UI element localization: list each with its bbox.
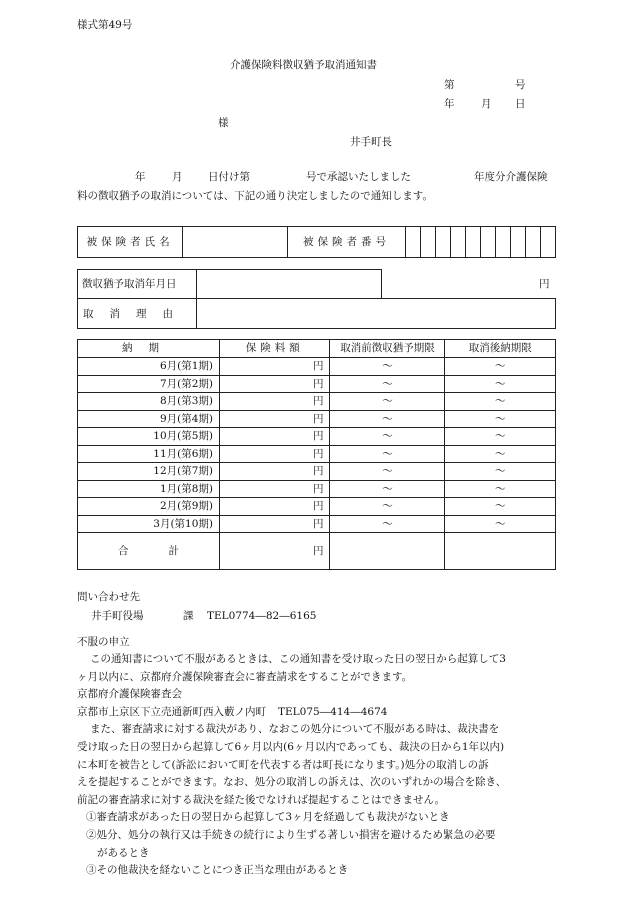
exception-item: ③その他裁決を経ないことにつき正当な理由があるとき	[86, 864, 349, 877]
after-cell: ～	[445, 428, 556, 446]
table-row	[78, 428, 556, 446]
period-cell: 3月(第10期)	[78, 515, 220, 533]
contact-tel: TEL0774―82―6165	[207, 610, 317, 622]
body-fiscal-year: 年度分介護保険	[474, 171, 548, 183]
total-row	[78, 533, 556, 570]
after-cell: ～	[445, 375, 556, 393]
period-cell: 10月(第5期)	[78, 428, 220, 446]
table-row	[78, 498, 556, 516]
appeal-heading: 不服の申立	[77, 636, 130, 648]
total-before	[330, 533, 445, 570]
contact-section: 課	[183, 610, 194, 622]
table-row	[78, 358, 556, 376]
table-row	[78, 480, 556, 498]
appeal-org: 京都府介護保険審査会	[77, 688, 182, 701]
period-cell: 11月(第6期)	[78, 445, 220, 463]
lawsuit-line: 前記の審査請求に対する裁決を経た後でなければ提起することはできません。	[77, 793, 446, 806]
period-cell: 2月(第9期)	[78, 498, 220, 516]
insured-number-digit	[495, 227, 510, 258]
period-table	[77, 339, 556, 570]
insured-number-digit	[450, 227, 465, 258]
before-cell: ～	[330, 463, 445, 481]
appeal-org-tel: TEL075―414―4674	[278, 705, 388, 718]
after-cell: ～	[445, 498, 556, 516]
body-date-number: 日付け第	[208, 171, 250, 183]
header-period: 納期	[78, 340, 220, 358]
insured-table	[77, 226, 556, 258]
after-cell: ～	[445, 515, 556, 533]
insured-number-digit	[510, 227, 525, 258]
before-cell: ～	[330, 428, 445, 446]
date-year: 年	[444, 98, 455, 110]
table-row	[78, 445, 556, 463]
before-cell: ～	[330, 445, 445, 463]
issuer-name: 井手町長	[350, 136, 392, 148]
premium-cell: 円	[220, 428, 330, 446]
after-cell: ～	[445, 480, 556, 498]
after-cell: ～	[445, 463, 556, 481]
after-cell: ～	[445, 445, 556, 463]
insured-name-value	[183, 227, 288, 258]
body-month: 月	[172, 171, 183, 183]
table-row	[78, 463, 556, 481]
contact-heading: 問い合わせ先	[77, 591, 140, 603]
appeal-line: ヶ月以内に、京都府介護保険審査会に審査請求をすることができます。	[77, 670, 413, 683]
before-cell: ～	[330, 480, 445, 498]
doc-number-dai: 第	[444, 79, 455, 91]
contact-office: 井手町役場	[91, 610, 144, 622]
exception-item: ②処分、処分の執行又は手続きの続行により生ずる著しい損害を避けるため緊急の必要	[86, 828, 496, 841]
premium-cell: 円	[220, 515, 330, 533]
before-cell: ～	[330, 358, 445, 376]
insured-number-digit	[405, 227, 420, 258]
lawsuit-line: に本町を被告として(訴訟において町を代表する者は町長になります。)処分の取消しの訴	[77, 758, 489, 771]
body-year: 年	[135, 171, 146, 183]
premium-cell: 円	[220, 375, 330, 393]
appeal-address: 京都市上京区下立売通新町西入藪ノ内町	[77, 705, 266, 718]
header-after-deadline: 取消後納期限	[445, 340, 556, 358]
body-approved: 号で承認いたしました	[306, 171, 411, 183]
premium-cell: 円	[220, 480, 330, 498]
appeal-address-line	[77, 704, 506, 722]
insured-number-label: 被保険者番号	[288, 227, 405, 258]
lawsuit-line: 受け取った日の翌日から起算して6ヶ月以内(6ヶ月以内であっても、裁決の日から1年以内)	[77, 740, 505, 753]
cancel-date-label: 徴収猶予取消年月日	[82, 278, 177, 290]
insured-number-digit	[540, 227, 555, 258]
before-cell: ～	[330, 515, 445, 533]
table-row	[78, 375, 556, 393]
date-month: 月	[481, 98, 492, 110]
lawsuit-line: えを提起することができます。なお、処分の取消しの訴えは、次のいずれかの場合を除き、	[77, 776, 507, 789]
insured-number-digit	[480, 227, 495, 258]
period-cell: 1月(第8期)	[78, 480, 220, 498]
doc-number-go: 号	[515, 79, 526, 91]
premium-cell: 円	[220, 498, 330, 516]
appeal-paragraph	[77, 651, 506, 880]
insured-number-digit	[525, 227, 540, 258]
table-row	[78, 393, 556, 411]
after-cell: ～	[445, 410, 556, 428]
insured-number-digit	[435, 227, 450, 258]
before-cell: ～	[330, 498, 445, 516]
table-row	[78, 410, 556, 428]
form-number: 様式第49号	[77, 19, 133, 31]
insured-number-digit	[420, 227, 435, 258]
lawsuit-line: また、審査請求に対する裁決があり、なおこの処分について不服がある時は、裁決書を	[90, 723, 500, 736]
before-cell: ～	[330, 393, 445, 411]
after-cell: ～	[445, 358, 556, 376]
exception-item: ①審査請求があった日の翌日から起算して3ヶ月を経過しても裁決がないとき	[86, 811, 450, 824]
period-cell: 9月(第4期)	[78, 410, 220, 428]
period-cell: 6月(第1期)	[78, 358, 220, 376]
date-day: 日	[515, 98, 526, 110]
premium-cell: 円	[220, 463, 330, 481]
before-cell: ～	[330, 410, 445, 428]
premium-cell: 円	[220, 445, 330, 463]
insured-name-label: 被保険者氏名	[78, 227, 183, 258]
header-premium: 保険料額	[220, 340, 330, 358]
period-cell: 12月(第7期)	[78, 463, 220, 481]
premium-cell: 円	[220, 393, 330, 411]
cancel-yen: 円	[539, 278, 550, 290]
total-after	[445, 533, 556, 570]
premium-cell: 円	[220, 358, 330, 376]
cancel-reason-label: 取消理由	[83, 308, 189, 320]
before-cell: ～	[330, 375, 445, 393]
premium-cell: 円	[220, 410, 330, 428]
total-label: 合計	[78, 533, 220, 570]
total-yen: 円	[220, 533, 330, 570]
body-line-2: 料の徴収猶予の取消については、下記の通り決定しましたので通知します。	[77, 190, 433, 202]
document-title: 介護保険料徴収猶予取消通知書	[230, 59, 377, 71]
period-cell: 7月(第2期)	[78, 375, 220, 393]
table-row	[78, 515, 556, 533]
appeal-line: この通知書について不服があるときは、この通知書を受け取った日の翌日から起算して3	[90, 653, 506, 665]
exception-item-continued: があるとき	[97, 846, 150, 859]
header-before-deadline: 取消前徴収猶予期限	[330, 340, 445, 358]
period-cell: 8月(第3期)	[78, 393, 220, 411]
after-cell: ～	[445, 393, 556, 411]
recipient-sama: 様	[218, 117, 229, 129]
insured-number-digit	[465, 227, 480, 258]
